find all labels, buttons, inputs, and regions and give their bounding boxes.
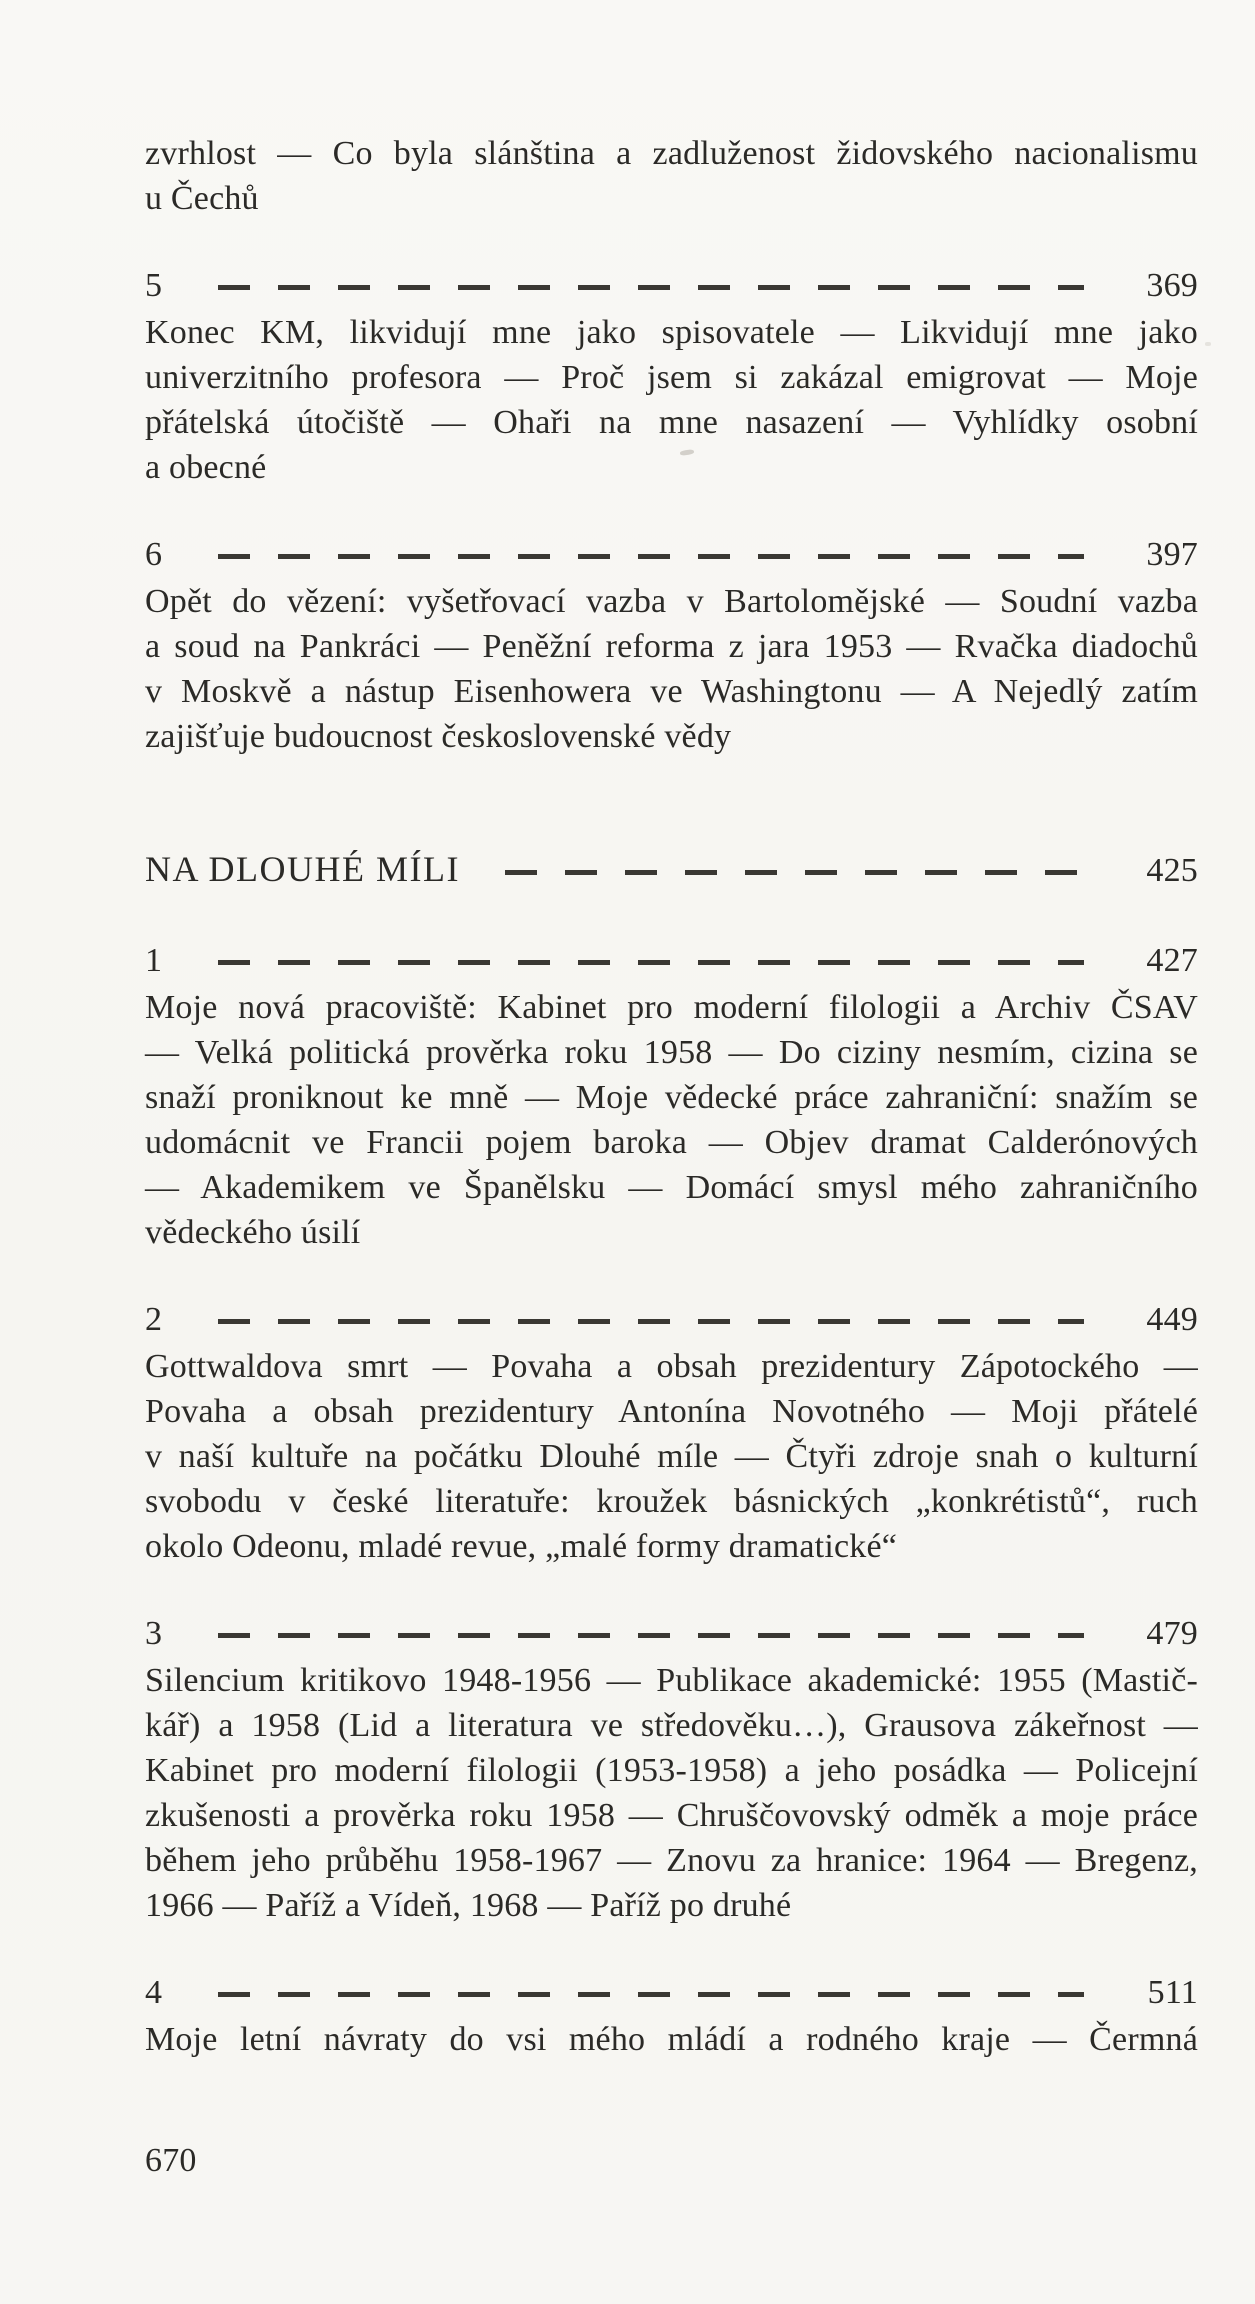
scan-artifact	[1205, 342, 1211, 346]
page-ref: 449	[1146, 1301, 1198, 1338]
toc-entry-row	[145, 532, 1198, 577]
page-ref: 397	[1146, 536, 1198, 573]
dash-leader	[218, 554, 1084, 559]
text-line: a obecné	[145, 449, 267, 486]
dash-leader	[218, 285, 1084, 290]
text-line: univerzitního profesora — Proč jsem si zakázal emigrovat — Moje	[145, 359, 1198, 396]
text-line: udomácnit ve Francii pojem baroka — Objev dramat Calderónových	[145, 1124, 1198, 1161]
toc-entry-2	[145, 1297, 1198, 1569]
toc-entry-row	[145, 1611, 1198, 1656]
toc-entry-5	[145, 263, 1198, 490]
dash-leader	[505, 870, 1084, 875]
text-line: svobodu v české literatuře: kroužek básnických „konkrétistů“, ruch	[145, 1483, 1198, 1520]
page-ref: 425	[1146, 852, 1198, 889]
text-line: Moje nová pracoviště: Kabinet pro moderní filologii a Archiv ČSAV	[145, 989, 1198, 1026]
text-line: zajišťuje budoucnost československé vědy	[145, 718, 732, 755]
text-line: vědeckého úsilí	[145, 1214, 361, 1251]
dash-leader	[218, 1992, 1084, 1997]
text-line: Konec KM, likvidují mne jako spisovatele — Likvidují mne jako	[145, 314, 1198, 351]
toc-entry-1	[145, 938, 1198, 1255]
chapter-number: 4	[145, 1974, 163, 2011]
text-line: — Velká politická prověrka roku 1958 — Do ciziny nesmím, cizina se	[145, 1034, 1198, 1071]
toc-entry-description	[145, 2017, 1198, 2062]
toc-entry-row	[145, 1297, 1198, 1342]
toc-entry-description	[145, 1658, 1198, 1928]
chapter-number: 1	[145, 942, 163, 979]
chapter-number: 6	[145, 536, 163, 573]
text-line: v naší kultuře na počátku Dlouhé míle — Čtyři zdroje snah o kulturní	[145, 1438, 1198, 1475]
toc-entry-continuation	[145, 131, 1198, 221]
chapter-number: 3	[145, 1615, 163, 1652]
dash-leader	[218, 1633, 1084, 1638]
toc-entry-description	[145, 1344, 1198, 1569]
text-line: zkušenosti a prověrka roku 1958 — Chruščovovský odměk a moje práce	[145, 1797, 1198, 1834]
text-line: přátelská útočiště — Ohaři na mne nasazení — Vyhlídky osobní	[145, 404, 1198, 441]
text-line: a soud na Pankráci — Peněžní reforma z jara 1953 — Rvačka diadochů	[145, 628, 1198, 665]
text-line: zvrhlost — Co byla slánština a zadluženost židovského nacionalismu	[145, 135, 1198, 172]
toc-entry-row	[145, 1970, 1198, 2015]
text-line: během jeho průběhu 1958-1967 — Znovu za hranice: 1964 — Bregenz,	[145, 1842, 1198, 1879]
text-line: Opět do vězení: vyšetřovací vazba v Bartolomějské — Soudní vazba	[145, 583, 1198, 620]
chapter-number: 5	[145, 267, 163, 304]
text-line: okolo Odeonu, mladé revue, „malé formy dramatické“	[145, 1528, 898, 1565]
toc-entry-row	[145, 938, 1198, 983]
text-line: — Akademikem ve Španělsku — Domácí smysl mého zahraničního	[145, 1169, 1198, 1206]
page-number: 670	[145, 2142, 197, 2179]
toc-heading-row	[145, 847, 1198, 893]
text-line: 1966 — Paříž a Vídeň, 1968 — Paříž po druhé	[145, 1887, 792, 1924]
text-line: Moje letní návraty do vsi mého mládí a rodného kraje — Čermná	[145, 2021, 1198, 2058]
toc-entry-description	[145, 985, 1198, 1255]
toc-entry-3	[145, 1611, 1198, 1928]
dash-leader	[218, 1319, 1084, 1324]
toc-part-heading	[145, 847, 1198, 893]
toc-entry-description	[145, 579, 1198, 759]
text-line: kář) a 1958 (Lid a literatura ve středověku…), Grausova zákeřnost —	[145, 1707, 1198, 1744]
text-line: Silencium kritikovo 1948-1956 — Publikace akademické: 1955 (Mastič-	[145, 1662, 1198, 1699]
dash-leader	[218, 960, 1084, 965]
toc-page-content	[145, 0, 1198, 2183]
text-line: Povaha a obsah prezidentury Antonína Novotného — Moji přátelé	[145, 1393, 1198, 1430]
page-ref: 427	[1146, 942, 1198, 979]
part-title: NA DLOUHÉ MÍLI	[145, 849, 460, 889]
toc-entry-row	[145, 263, 1198, 308]
chapter-number: 2	[145, 1301, 163, 1338]
text-line: Kabinet pro moderní filologii (1953-1958) a jeho posádka — Policejní	[145, 1752, 1198, 1789]
text-line: snaží proniknout ke mně — Moje vědecké práce zahraniční: snažím se	[145, 1079, 1198, 1116]
text-line: v Moskvě a nástup Eisenhowera ve Washingtonu — A Nejedlý zatím	[145, 673, 1198, 710]
page-ref: 369	[1146, 267, 1198, 304]
text-line: Gottwaldova smrt — Povaha a obsah prezidentury Zápotockého —	[145, 1348, 1198, 1385]
toc-entry-description	[145, 310, 1198, 490]
toc-entry-6	[145, 532, 1198, 759]
text-line: u Čechů	[145, 180, 259, 217]
page-ref: 479	[1146, 1615, 1198, 1652]
page-ref: 511	[1147, 1974, 1198, 2011]
toc-entry-4	[145, 1970, 1198, 2062]
